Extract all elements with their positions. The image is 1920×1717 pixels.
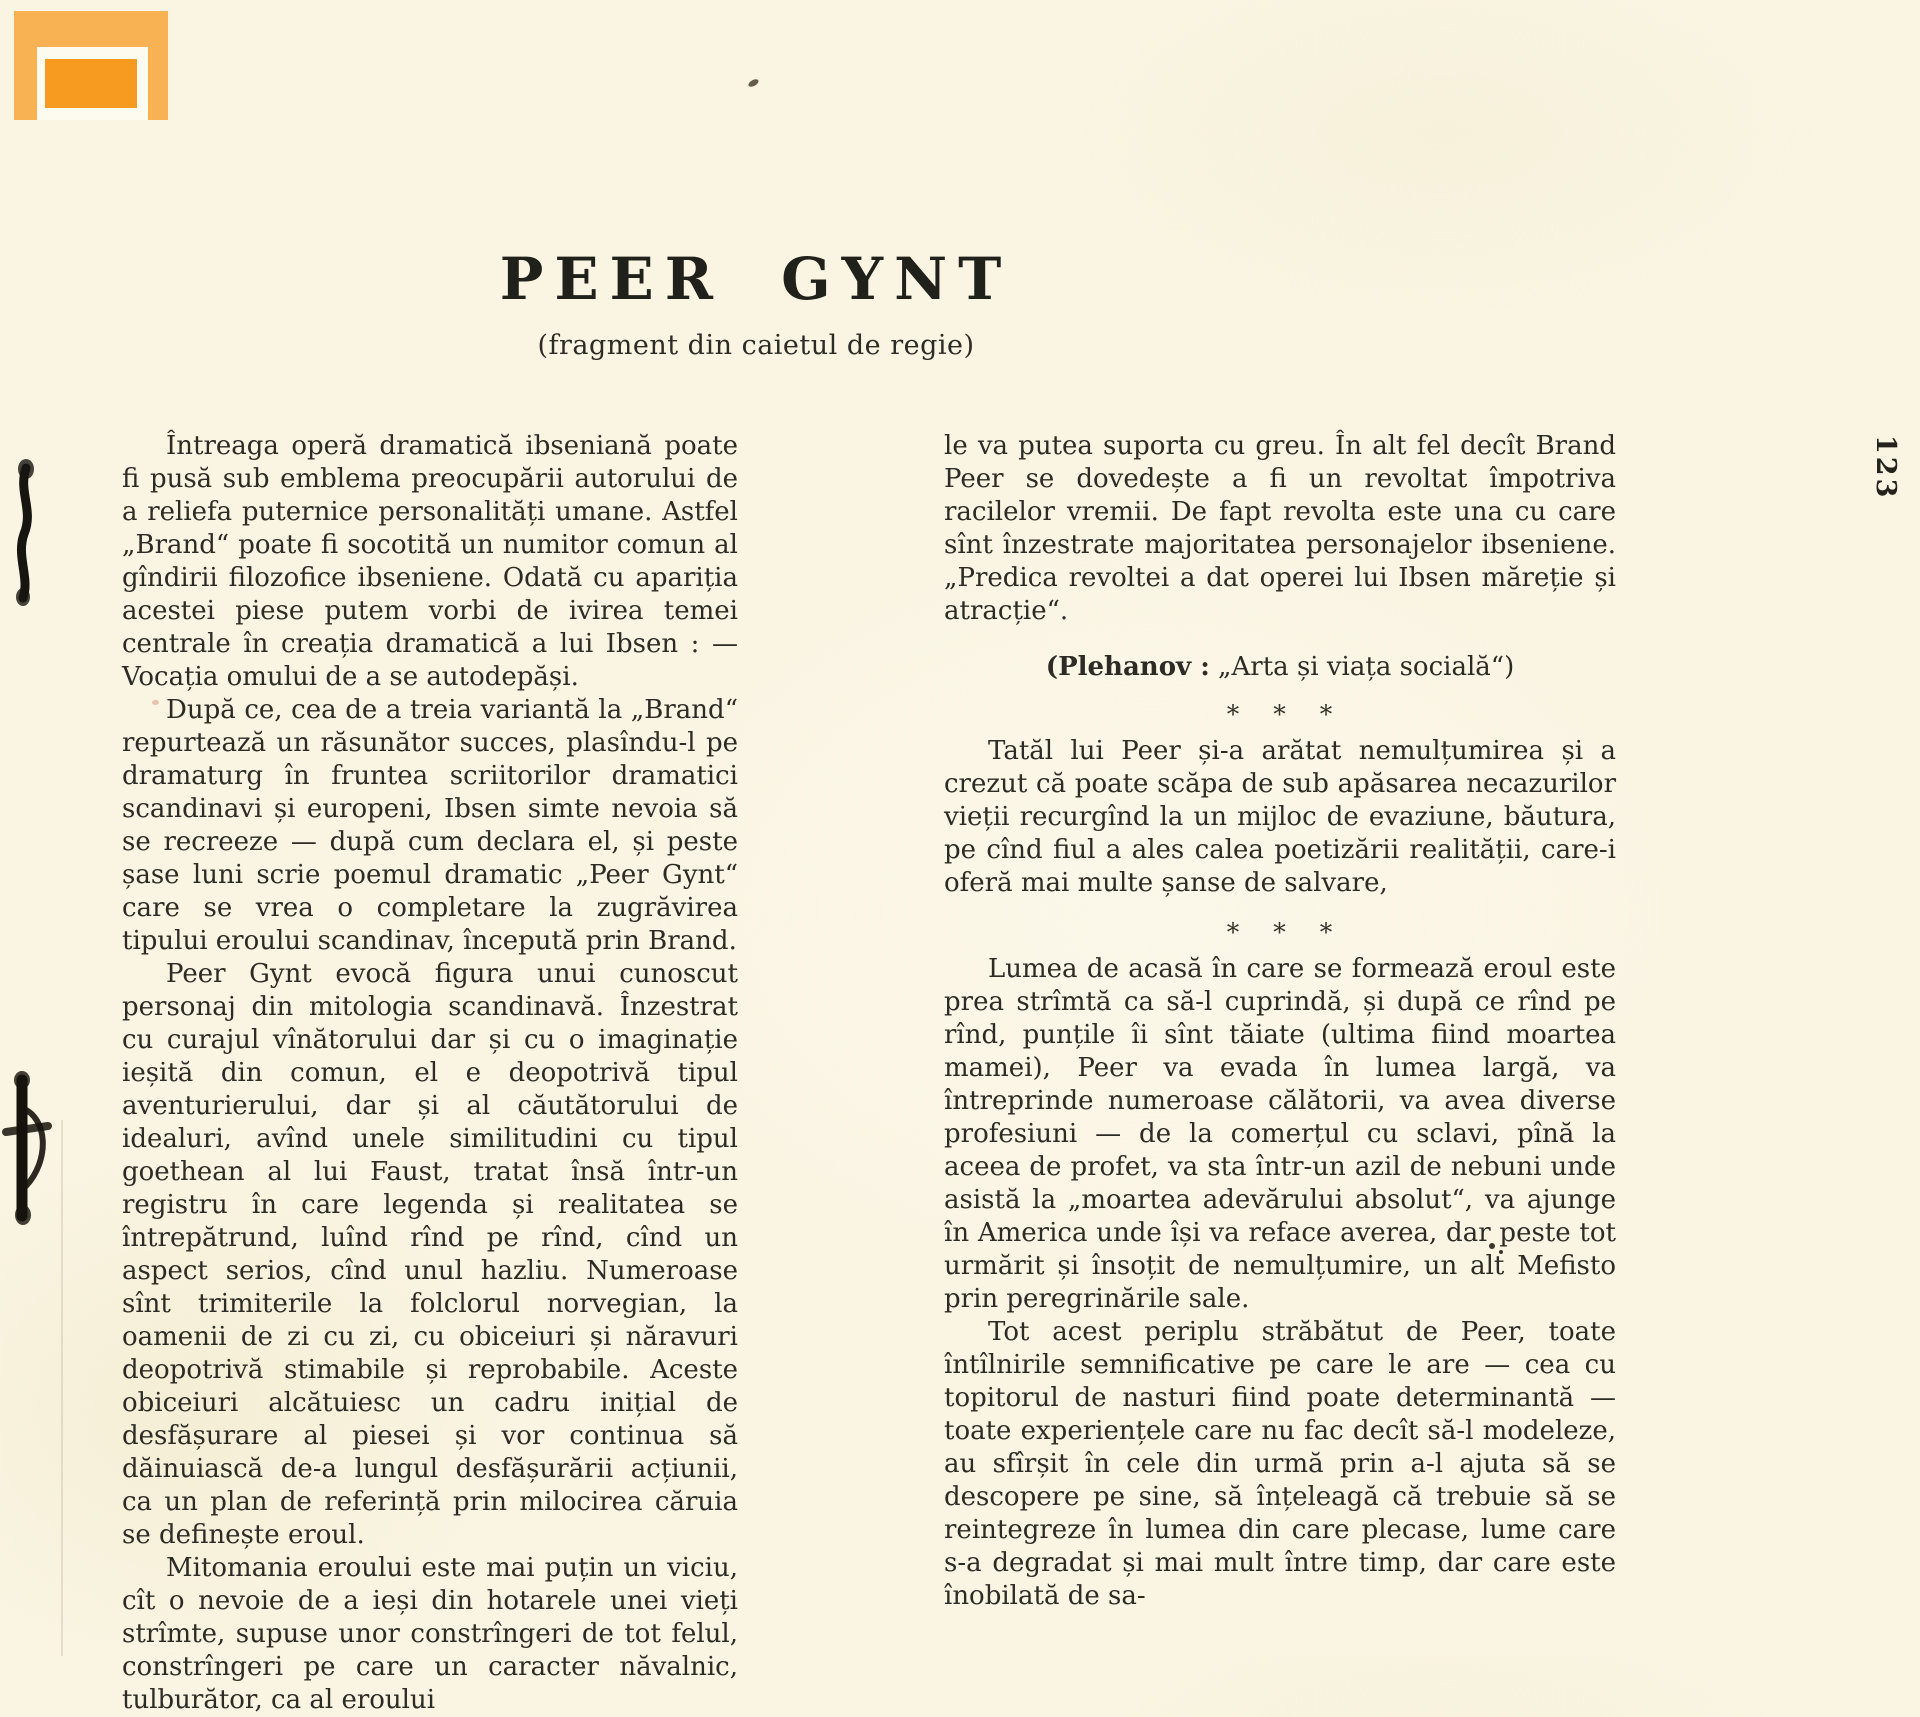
- paragraph: Tatăl lui Peer și-a arătat nemulțumirea și a crezut că poate scăpa de sub apăsarea necazurilor vieții recurgînd la un mijloc de evaziune, băutura, pe cînd fiul a ales calea poetizării realității, care-i oferă mai multe șanse de salvare,: [944, 736, 1616, 898]
- attribution-work: „Arta și viața socială“): [1209, 652, 1515, 682]
- attribution: [944, 652, 1616, 682]
- asterisk-separator: * * *: [1226, 918, 1334, 947]
- asterisk-separator: * * *: [1226, 700, 1334, 729]
- page-subtitle: (fragment din caietul de regie): [537, 329, 975, 361]
- paragraph: Lumea de acasă în care se formează eroul este prea strîmtă ca să-l cuprindă, și după ce rînd pe rînd, punțile îi sînt tăiate (ultima fiind moartea mamei), Peer va evada în lumea largă, va întreprinde numeroase călătorii, va avea diverse profesiuni — de la comerțul cu sclavi, pînă la aceea de profet, va sta într-un azil de nebuni unde asistă la „moartea adevărului absolut“, va ajunge în America unde își va reface averea, dar peste tot urmărit și însoțit de nemulțumire, un alt Mefisto prin peregrinările sale.: [944, 954, 1616, 1314]
- paragraph: Tot acest periplu străbătut de Peer, toate întîlnirile semnificative pe care le are — cea cu topitorul de nasturi fiind poate determinantă — toate experiențele care nu fac decît să-l modeleze, au sfîrșit în cele din urmă prin a-l ajuta să se descopere pe sine, să înțeleagă că trebuie să se reintegreze în lumea din care plecase, lume care s-a degradat și mai mult între timp, dar care este înobilată de sa-: [944, 1317, 1616, 1611]
- publisher-logo-icon: [14, 11, 168, 120]
- staple-mark-icon: [2, 1068, 58, 1230]
- page-fold-line: [61, 1120, 63, 1656]
- paragraph: Mitomania eroului este mai puțin un viciu, cît o nevoie de a ieși din hotarele unei vieți strîmte, supuse unor constrîngeri de tot felul, constrîngeri pe care un caracter năvalnic, tulburător, ca al eroului: [122, 1553, 738, 1715]
- right-column: [944, 430, 1616, 1717]
- attribution-author: (Plehanov :: [1045, 652, 1210, 682]
- document-header: [0, 245, 1512, 361]
- paragraph: le va putea suporta cu greu. În alt fel decît Brand Peer se dovedește a fi un revoltat împotriva racilelor vremii. De fapt revolta este una cu care sînt înzestrate majoritatea personajelor ibseniene. „Predica revoltei a dat operei lui Ibsen măreție și atracție“.: [944, 431, 1616, 626]
- left-column: [122, 430, 738, 1717]
- paragraph: Peer Gynt evocă figura unui cunoscut personaj din mitologia scandinavă. Înzestrat cu curajul vînătorului dar și cu o imaginație ieșită din comun, el e deopotrivă tipul aventurierului, dar și al căutătorului de idealuri, avînd unele similitudini cu tipul goethean al lui Faust, tratat însă într-un registru în care legenda și realitatea se întrepătrund, luînd rînd pe rînd, cînd un aspect serios, cînd unul hazliu. Numeroase sînt trimiterile la folclorul norvegian, la oamenii de zi cu zi, cu obiceiuri și năravuri deopotrivă stimabile și reprobabile. Aceste obiceiuri alcătuiesc un cadru inițial de desfășurare al piesei și vor continua să dăinuiască de-a lungul desfășurării acțiunii, ca un plan de referință prin milocirea căruia se definește eroul.: [122, 959, 738, 1550]
- logo-core: [45, 59, 137, 108]
- paper-speck: [747, 78, 760, 88]
- paragraph: Întreaga operă dramatică ibseniană poate fi pusă sub emblema preocupării autorului de a reliefa puternice personalități umane. Astfel „Brand“ poate fi socotită un numitor comun al gîndirii filozofice ibseniene. Odată cu apariția acestei piese putem vorbi de ivirea temei centrale în creația dramatică a lui Ibsen : — Vocația omului de a se autodepăși.: [122, 431, 738, 692]
- staple-mark-icon: [4, 458, 48, 608]
- paragraph: După ce, cea de a treia variantă la „Brand“ repurtează un răsunător succes, plasîndu-l pe dramaturg în fruntea scriitorilor dramatici scandinavi și europeni, Ibsen simte nevoia să se recreeze — după cum declara el, și peste șase luni scrie poemul dramatic „Peer Gynt“ care se vrea o completare la zugrăvirea tipului eroului scandinav, începută prin Brand.: [122, 695, 738, 956]
- page-title: PEER GYNT: [499, 245, 1013, 313]
- text-columns: [122, 430, 1616, 1717]
- page-number: 123: [1870, 435, 1901, 501]
